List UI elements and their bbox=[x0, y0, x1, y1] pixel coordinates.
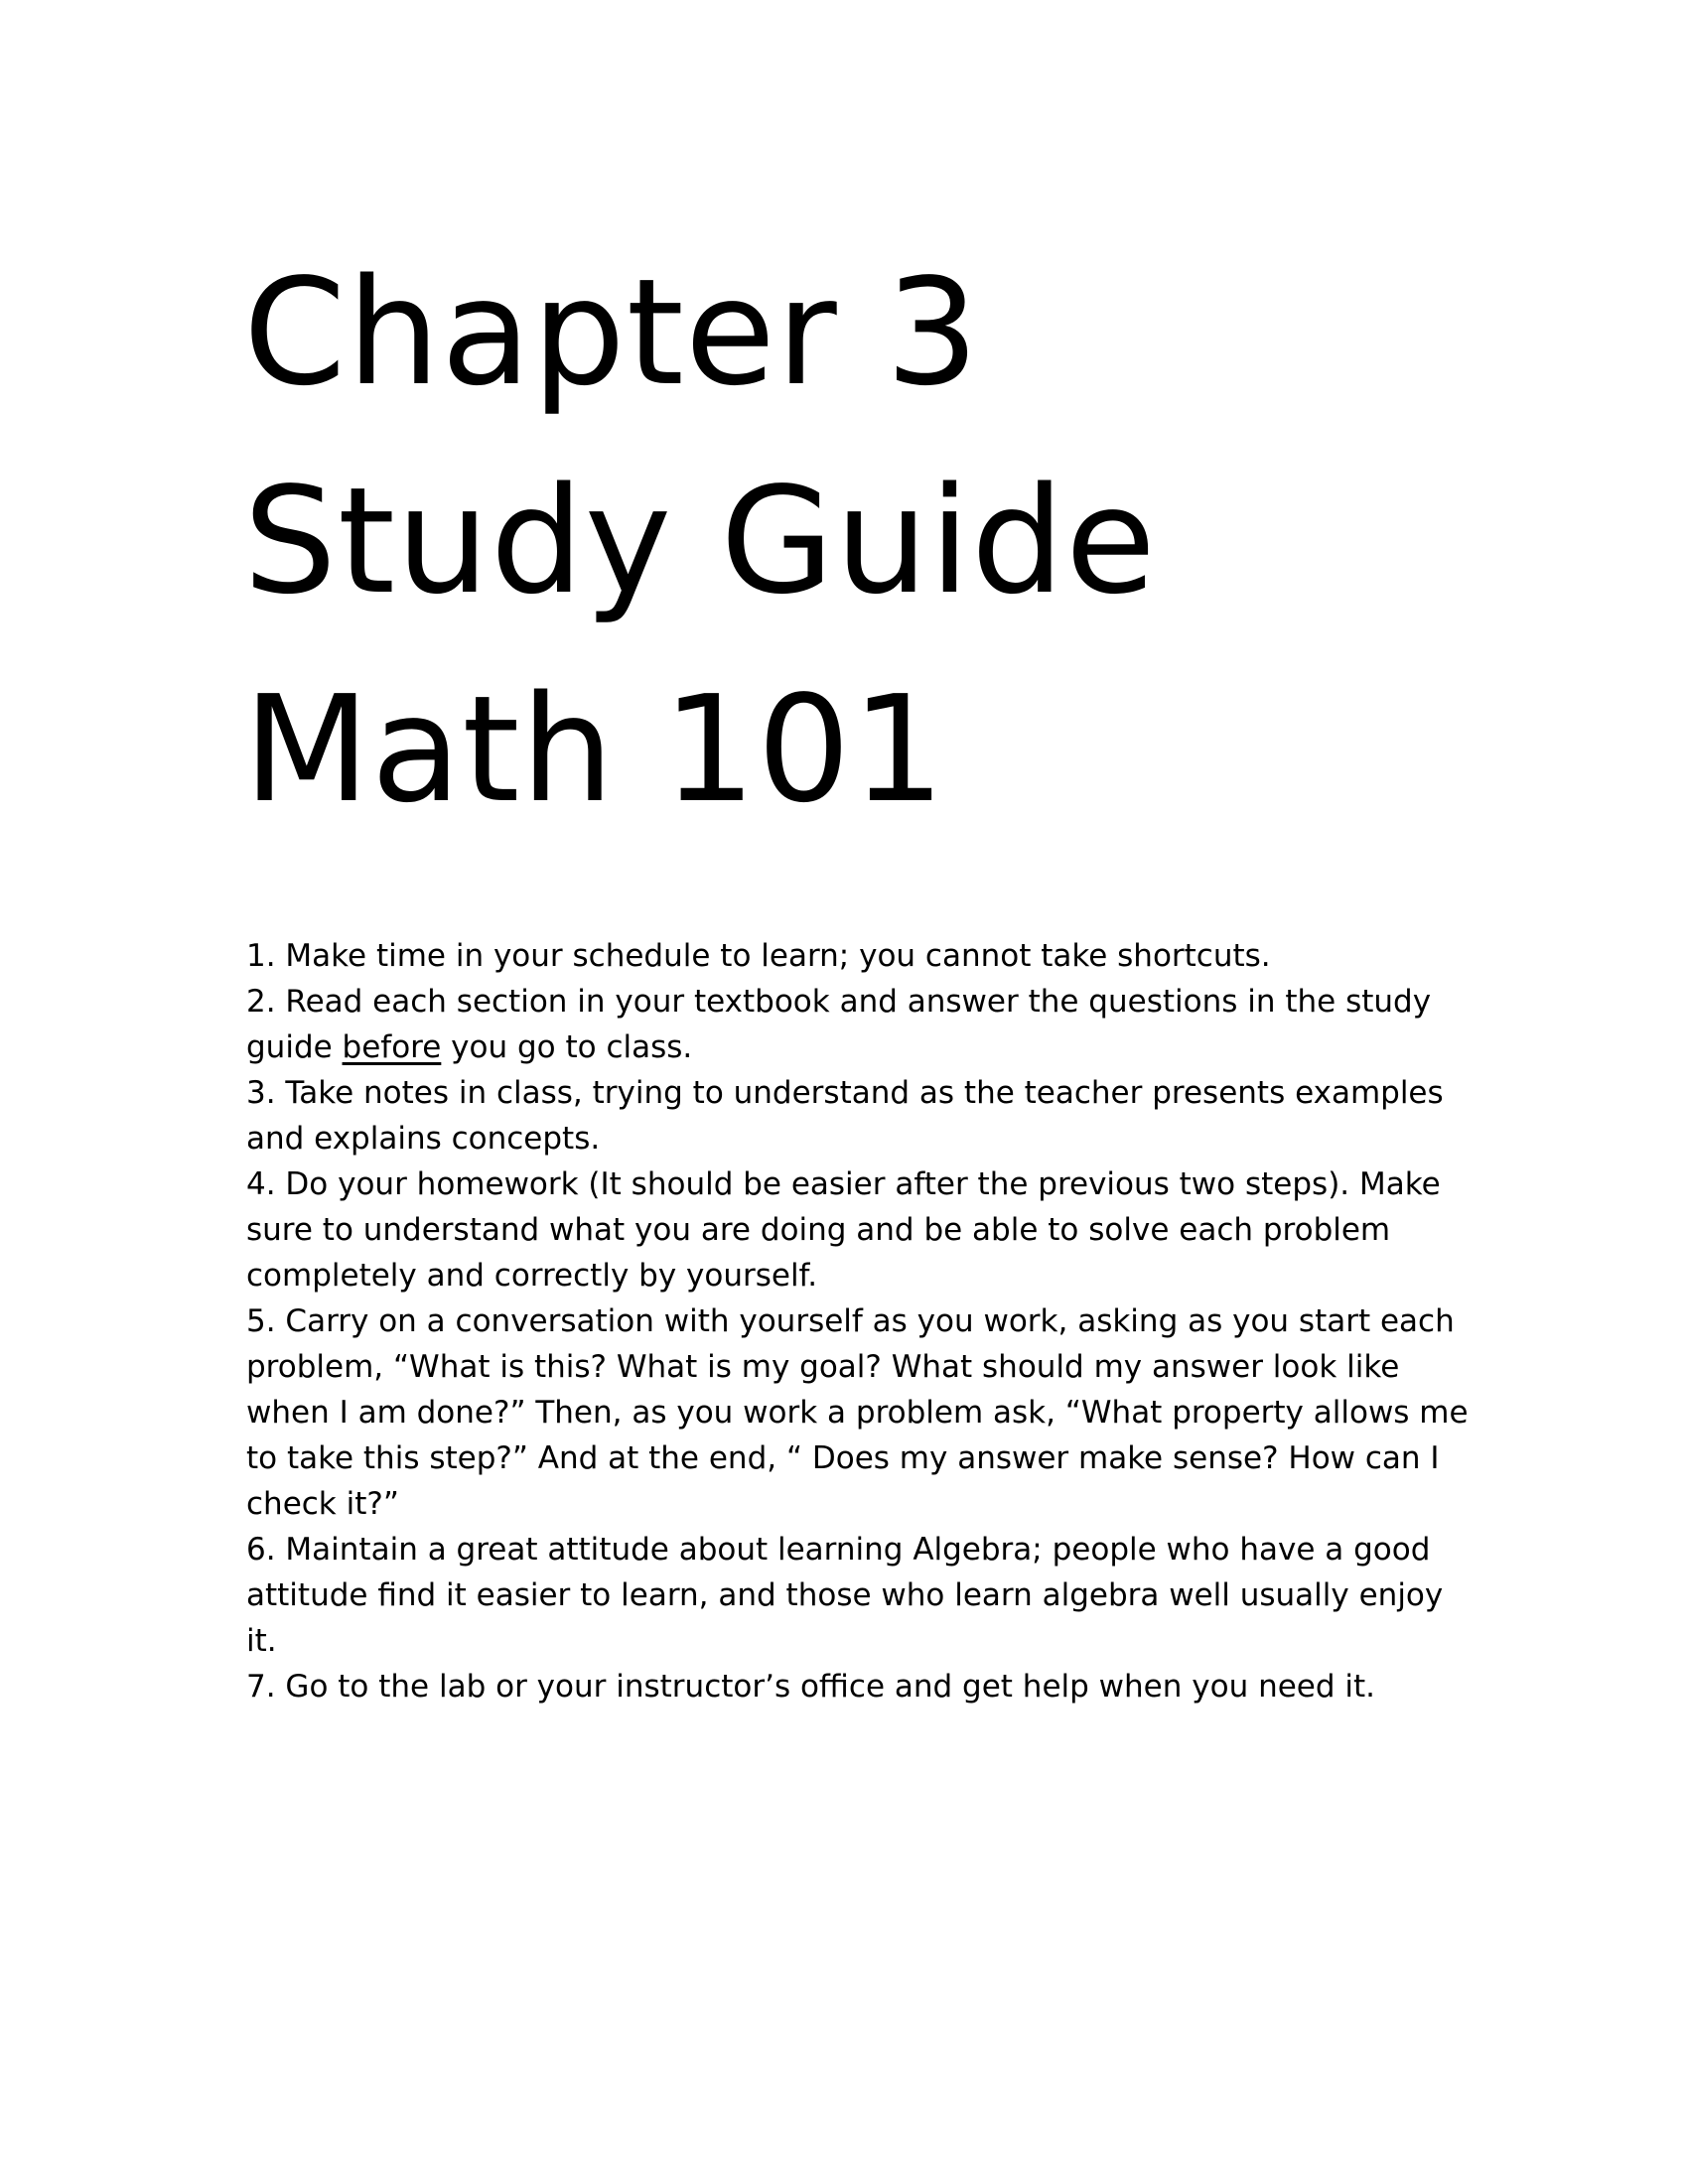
step-5: 5. Carry on a conversation with yourself as you work, asking as you start each problem, “What is this? What is my goal? What should my answer look like when I am done?” Then, as you work a problem ask, “What property allows me to take this step?” And at the end, “ Does my answer make sense? How can I check it?” bbox=[246, 1303, 1469, 1522]
step-2-text: 2. Read each section in your textbook and answer the questions in the study guide bbox=[246, 984, 1432, 1065]
step-6: 6. Maintain a great attitude about learning Algebra; people who have a good attitude find it easier to learn, and those who learn algebra well usually enjoy it. bbox=[246, 1532, 1444, 1659]
title-study-guide: Study Guide bbox=[243, 456, 1157, 626]
step-3: 3. Take notes in class, trying to understand as the teacher presents examples and explains concepts. bbox=[246, 1075, 1444, 1157]
title-course: Math 101 bbox=[243, 664, 946, 835]
step-1: 1. Make time in your schedule to learn; you cannot take shortcuts. bbox=[246, 938, 1271, 974]
step-2-emphasis: before bbox=[342, 1029, 442, 1065]
page-title bbox=[243, 228, 1484, 854]
step-2 bbox=[246, 979, 1477, 1070]
step-2-text-end: you go to class. bbox=[441, 1029, 693, 1065]
title-chapter: Chapter 3 bbox=[243, 247, 980, 418]
study-steps-list bbox=[246, 933, 1477, 1709]
step-7: 7. Go to the lab or your instructor’s office and get help when you need it. bbox=[246, 1669, 1376, 1705]
step-4: 4. Do your homework (It should be easier after the previous two steps). Make sure to understand what you are doing and be able to solve each problem completely and correctly by yourself. bbox=[246, 1166, 1441, 1294]
